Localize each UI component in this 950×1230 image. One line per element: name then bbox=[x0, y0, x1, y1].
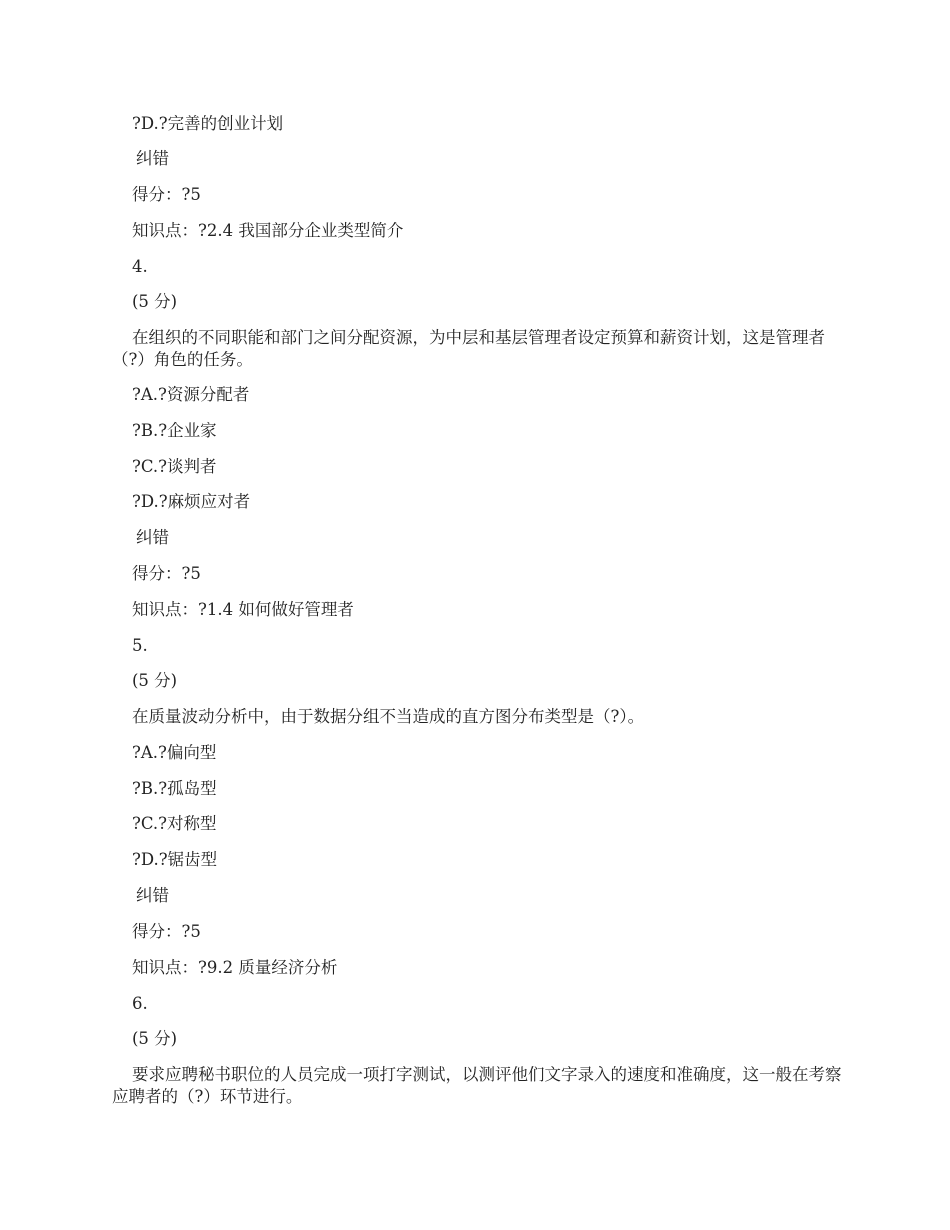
q4-question-text: 在组织的不同职能和部门之间分配资源，为中层和基层管理者设定预算和薪资计划，这是管理者（?）角色的任务。 bbox=[112, 328, 825, 369]
q5-option-d[interactable]: ?D.?锯齿型 bbox=[132, 850, 218, 869]
q4-number: 4. bbox=[132, 257, 148, 276]
q4-correct-link[interactable]: 纠错 bbox=[136, 528, 169, 547]
q5-knowledge-point: 知识点：?9.2 质量经济分析 bbox=[132, 958, 338, 977]
q4-option-b[interactable]: ?B.?企业家 bbox=[132, 421, 217, 440]
q5-question-text: 在质量波动分析中，由于数据分组不当造成的直方图分布类型是（?）。 bbox=[132, 707, 645, 726]
q3-score: 得分：?5 bbox=[132, 185, 201, 204]
q4-option-a[interactable]: ?A.?资源分配者 bbox=[132, 385, 250, 404]
q5-points: (5 分) bbox=[132, 671, 178, 690]
q6-number: 6. bbox=[132, 994, 148, 1013]
q6-points: (5 分) bbox=[132, 1029, 178, 1048]
q4-option-d[interactable]: ?D.?麻烦应对者 bbox=[132, 492, 251, 511]
q6-question-text: 要求应聘秘书职位的人员完成一项打字测试，以测评他们文字录入的速度和准确度，这一般在考察应聘者的（?）环节进行。 bbox=[112, 1065, 842, 1106]
q5-score: 得分：?5 bbox=[132, 922, 201, 941]
q4-points: (5 分) bbox=[132, 292, 178, 311]
q5-option-c[interactable]: ?C.?对称型 bbox=[132, 814, 217, 833]
q3-knowledge-point: 知识点：?2.4 我国部分企业类型简介 bbox=[132, 221, 404, 240]
q5-option-b[interactable]: ?B.?孤岛型 bbox=[132, 779, 217, 798]
q3-correct-link[interactable]: 纠错 bbox=[136, 149, 169, 168]
q5-correct-link[interactable]: 纠错 bbox=[136, 886, 169, 905]
q4-score: 得分：?5 bbox=[132, 564, 201, 583]
q4-knowledge-point: 知识点：?1.4 如何做好管理者 bbox=[132, 600, 354, 619]
q5-number: 5. bbox=[132, 636, 148, 655]
q5-option-a[interactable]: ?A.?偏向型 bbox=[132, 743, 217, 762]
q4-option-c[interactable]: ?C.?谈判者 bbox=[132, 457, 217, 476]
q3-option-d: ?D.?完善的创业计划 bbox=[132, 114, 284, 133]
